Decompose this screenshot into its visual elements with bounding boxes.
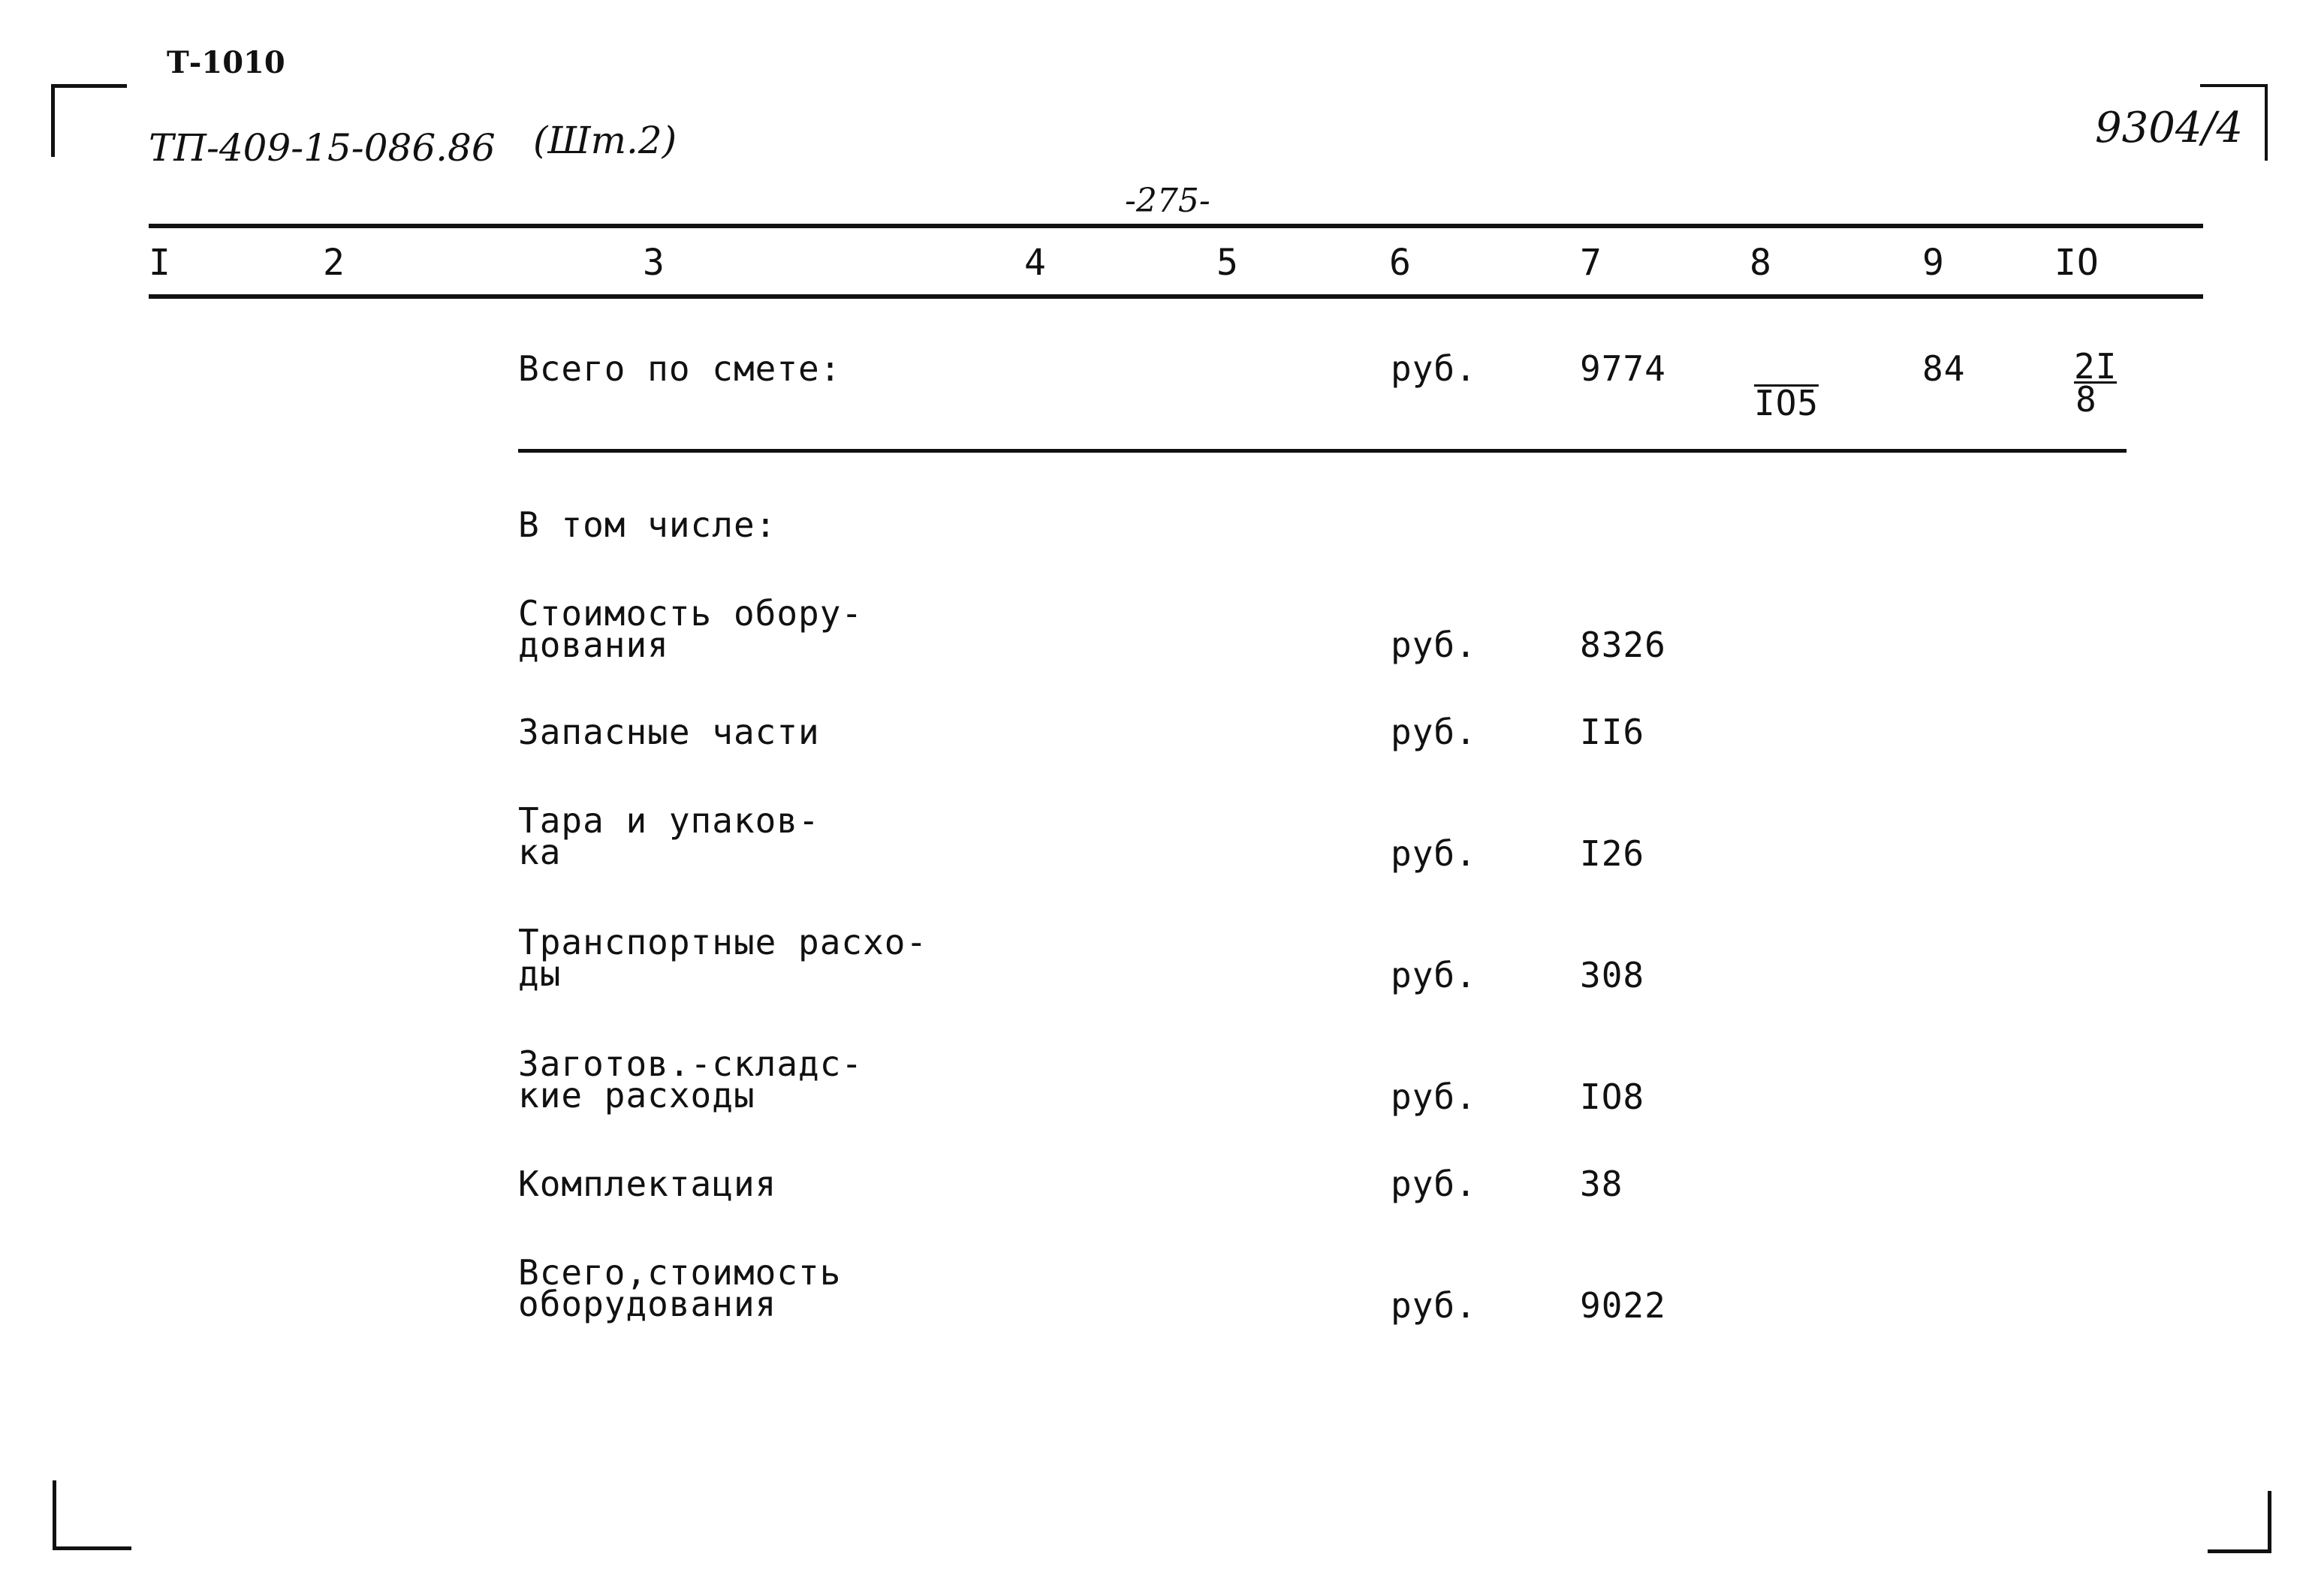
item-total-equipment-value: 9022 (1580, 1285, 1666, 1326)
column-number-10: IO (2054, 242, 2100, 284)
total-col9-value: 84 (1922, 348, 1966, 389)
column-number-8: 8 (1750, 242, 1772, 284)
item-equipment-cost-label-line1: Стоимость обору- (518, 593, 864, 634)
item-equipment-cost-label-line2: дования (518, 625, 669, 665)
corner-mark-bottom-left (53, 1480, 131, 1550)
page-number: -275- (1125, 182, 1210, 220)
item-warehouse-label-line1: Заготов.-складс- (518, 1043, 864, 1084)
item-spare-parts-unit: руб. (1391, 712, 1477, 752)
total-col10-denominator: 8 (2075, 379, 2097, 420)
volume-note: (Шт.2) (533, 119, 677, 162)
column-number-2: 2 (323, 242, 345, 284)
column-number-5: 5 (1216, 242, 1239, 284)
item-transport-label-line1: Транспортные расхо- (518, 922, 928, 962)
column-number-9: 9 (1922, 242, 1945, 284)
column-number-3: 3 (643, 242, 665, 284)
item-warehouse-label-line2: кие расходы (518, 1075, 755, 1116)
item-completing-label: Комплектация (518, 1164, 777, 1204)
item-spare-parts-label: Запасные части (518, 712, 820, 752)
item-completing-value: 38 (1580, 1164, 1623, 1204)
total-unit: руб. (1391, 348, 1477, 389)
item-packaging-label-line1: Тара и упаков- (518, 800, 820, 841)
table-top-rule (149, 224, 2203, 228)
item-total-equipment-label-line2: оборудования (518, 1284, 777, 1324)
column-number-6: 6 (1389, 242, 1412, 284)
table-header-bottom-rule (149, 294, 2203, 299)
archive-number: 9304/4 (2095, 104, 2244, 152)
total-col8-value: IO5 (1754, 383, 1819, 423)
item-total-equipment-label-line1: Всего,стоимость (518, 1252, 842, 1293)
column-number-7: 7 (1580, 242, 1602, 284)
item-equipment-cost-value: 8326 (1580, 625, 1666, 665)
total-label: Всего по смете: (518, 348, 842, 389)
item-total-equipment-unit: руб. (1391, 1285, 1477, 1326)
total-col7-value: 9774 (1580, 348, 1666, 389)
item-warehouse-value: IO8 (1580, 1077, 1645, 1117)
including-label: В том числе: (518, 504, 777, 545)
item-transport-value: 308 (1580, 955, 1645, 995)
corner-mark-top-left (51, 84, 127, 157)
corner-mark-bottom-right (2208, 1491, 2271, 1553)
total-col10-numerator: 2I (2074, 346, 2118, 387)
item-transport-unit: руб. (1391, 955, 1477, 995)
column-number-1: I (149, 242, 171, 284)
total-underline-rule (518, 449, 2127, 453)
item-completing-unit: руб. (1391, 1164, 1477, 1204)
item-packaging-label-line2: ка (518, 832, 562, 872)
item-packaging-value: I26 (1580, 833, 1645, 874)
item-warehouse-unit: руб. (1391, 1077, 1477, 1117)
item-transport-label-line2: ды (518, 953, 562, 994)
project-code: ТП-409-15-086.86 (149, 126, 496, 170)
document-code: Т-1010 (167, 45, 285, 80)
item-packaging-unit: руб. (1391, 833, 1477, 874)
item-spare-parts-value: II6 (1580, 712, 1645, 752)
column-number-4: 4 (1024, 242, 1047, 284)
item-equipment-cost-unit: руб. (1391, 625, 1477, 665)
